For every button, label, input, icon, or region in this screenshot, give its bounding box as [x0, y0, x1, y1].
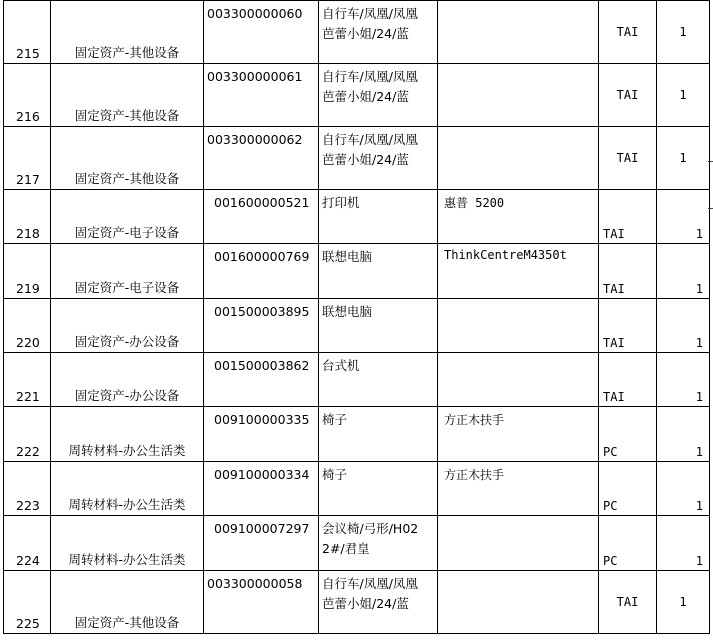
row-number: 224 — [4, 516, 51, 571]
name-cell-text: 会议椅/弓形/H022#/君皇 — [322, 521, 419, 556]
code-cell: 001500003862 — [204, 353, 319, 407]
quantity-cell: 1 — [657, 244, 710, 299]
unit-cell: TAI — [599, 244, 657, 299]
quantity-cell: 1 — [657, 127, 710, 190]
column-edge-mark — [708, 208, 713, 209]
model-cell — [438, 353, 599, 407]
model-cell: 方正木扶手 — [438, 407, 599, 462]
code-cell: 009100000335 — [204, 407, 319, 462]
name-cell — [319, 127, 438, 190]
table-row — [4, 299, 710, 353]
row-number: 225 — [4, 571, 51, 634]
category-cell: 固定资产-其他设备 — [51, 1, 204, 64]
unit-cell: PC — [599, 462, 657, 516]
name-cell — [319, 353, 438, 407]
name-cell — [319, 1, 438, 64]
name-cell-text: 椅子 — [322, 412, 348, 427]
table-row — [4, 190, 710, 244]
column-edge-mark — [708, 161, 713, 162]
model-cell — [438, 299, 599, 353]
category-cell: 固定资产-其他设备 — [51, 64, 204, 127]
model-cell: 惠普 5200 — [438, 190, 599, 244]
table-row — [4, 571, 710, 634]
name-cell — [319, 571, 438, 634]
row-number: 218 — [4, 190, 51, 244]
unit-cell: TAI — [599, 127, 657, 190]
category-cell: 固定资产-其他设备 — [51, 571, 204, 634]
row-number: 219 — [4, 244, 51, 299]
unit-cell: TAI — [599, 299, 657, 353]
name-cell-text: 自行车/凤凰/凤凰芭蕾小姐/24/蓝 — [322, 132, 418, 167]
category-cell: 固定资产-办公设备 — [51, 299, 204, 353]
category-cell: 周转材料-办公生活类 — [51, 462, 204, 516]
quantity-cell: 1 — [657, 516, 710, 571]
row-number: 220 — [4, 299, 51, 353]
row-number: 223 — [4, 462, 51, 516]
name-cell-text: 联想电脑 — [322, 304, 373, 319]
name-cell — [319, 64, 438, 127]
row-number: 216 — [4, 64, 51, 127]
table-row — [4, 1, 710, 64]
name-cell — [319, 407, 438, 462]
table-row — [4, 462, 710, 516]
asset-table-body — [4, 1, 710, 634]
quantity-cell: 1 — [657, 190, 710, 244]
name-cell-text: 台式机 — [322, 358, 360, 373]
name-cell-text: 自行车/凤凰/凤凰芭蕾小姐/24/蓝 — [322, 576, 418, 611]
code-cell: 001600000769 — [204, 244, 319, 299]
table-row — [4, 353, 710, 407]
model-cell — [438, 127, 599, 190]
quantity-cell: 1 — [657, 1, 710, 64]
category-cell: 周转材料-办公生活类 — [51, 516, 204, 571]
quantity-cell: 1 — [657, 353, 710, 407]
code-cell: 009100000334 — [204, 462, 319, 516]
name-cell-text: 打印机 — [322, 195, 360, 210]
model-cell — [438, 571, 599, 634]
table-row — [4, 64, 710, 127]
name-cell — [319, 462, 438, 516]
code-cell: 003300000061 — [204, 64, 319, 127]
category-cell: 固定资产-其他设备 — [51, 127, 204, 190]
model-cell: 方正木扶手 — [438, 462, 599, 516]
table-row — [4, 127, 710, 190]
asset-table — [3, 0, 710, 634]
unit-cell: PC — [599, 516, 657, 571]
name-cell — [319, 244, 438, 299]
code-cell: 003300000060 — [204, 1, 319, 64]
code-cell: 001500003895 — [204, 299, 319, 353]
quantity-cell: 1 — [657, 462, 710, 516]
quantity-cell: 1 — [657, 64, 710, 127]
table-row — [4, 516, 710, 571]
unit-cell: TAI — [599, 64, 657, 127]
category-cell: 周转材料-办公生活类 — [51, 407, 204, 462]
code-cell: 001600000521 — [204, 190, 319, 244]
name-cell — [319, 190, 438, 244]
name-cell — [319, 299, 438, 353]
table-row — [4, 244, 710, 299]
row-number: 217 — [4, 127, 51, 190]
code-cell: 003300000062 — [204, 127, 319, 190]
row-number: 221 — [4, 353, 51, 407]
row-number: 222 — [4, 407, 51, 462]
category-cell: 固定资产-电子设备 — [51, 244, 204, 299]
quantity-cell: 1 — [657, 299, 710, 353]
model-cell: ThinkCentreM4350t — [438, 244, 599, 299]
model-cell — [438, 64, 599, 127]
unit-cell: PC — [599, 407, 657, 462]
quantity-cell: 1 — [657, 407, 710, 462]
category-cell: 固定资产-电子设备 — [51, 190, 204, 244]
name-cell-text: 联想电脑 — [322, 249, 373, 264]
unit-cell: TAI — [599, 571, 657, 634]
model-cell — [438, 516, 599, 571]
unit-cell: TAI — [599, 190, 657, 244]
unit-cell: TAI — [599, 1, 657, 64]
name-cell — [319, 516, 438, 571]
code-cell: 009100007297 — [204, 516, 319, 571]
code-cell: 003300000058 — [204, 571, 319, 634]
table-row — [4, 407, 710, 462]
model-cell — [438, 1, 599, 64]
quantity-cell: 1 — [657, 571, 710, 634]
row-number: 215 — [4, 1, 51, 64]
name-cell-text: 椅子 — [322, 467, 348, 482]
name-cell-text: 自行车/凤凰/凤凰芭蕾小姐/24/蓝 — [322, 6, 418, 41]
unit-cell: TAI — [599, 353, 657, 407]
category-cell: 固定资产-办公设备 — [51, 353, 204, 407]
name-cell-text: 自行车/凤凰/凤凰芭蕾小姐/24/蓝 — [322, 69, 418, 104]
